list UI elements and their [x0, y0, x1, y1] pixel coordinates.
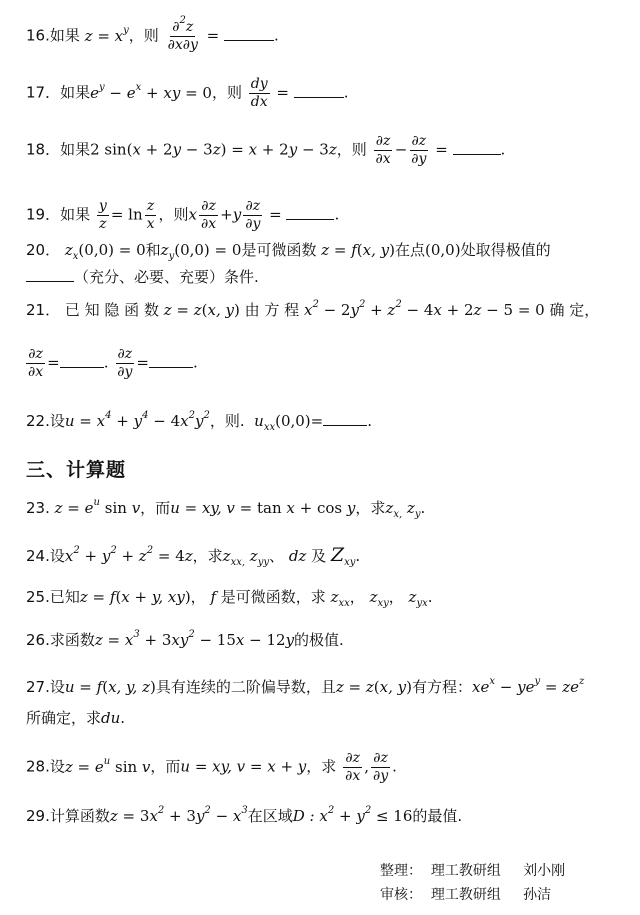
question-number: 16. — [26, 26, 50, 45]
formula: u = f(x, y, z) — [64, 678, 156, 696]
question-text: ，求 — [355, 499, 386, 517]
question-number: 21． — [26, 301, 61, 319]
question-text: 如果 — [49, 26, 80, 45]
formula: $z = x^y$ — [84, 24, 129, 45]
formula: $z_y(0,0) = 0$ — [160, 241, 242, 262]
formula: $z_x(0,0) = 0$ — [64, 241, 146, 262]
footer-name: 孙洁 — [523, 887, 552, 903]
formula: $u_{xx}(0,0)=$ — [254, 412, 324, 433]
formula: u = xy, v = tan x + cos y — [170, 499, 356, 517]
question-number: 22. — [26, 412, 50, 430]
answer-blank — [60, 355, 104, 368]
question-text: 在点 — [395, 241, 426, 259]
formula: z = f(x, y) — [321, 241, 395, 259]
formula: $z_{xy}$ — [369, 588, 389, 609]
formula: z = f(x + y, xy) — [79, 588, 191, 606]
question-text: ，求 — [192, 547, 223, 565]
question-number: 19． — [26, 205, 61, 224]
question-21-continued: $\frac{\partial z}{\partial x}$ = . $\frac{\partial z}{\partial y}$ = . — [28, 346, 198, 380]
question-text: 求函数 — [49, 631, 95, 649]
question-text: 及 — [311, 547, 327, 565]
question-text: ，则. — [209, 412, 245, 430]
fraction: $\frac{\partial z}{\partial x}$ — [345, 750, 361, 784]
formula: $z = e^u$ sin v — [54, 497, 141, 517]
fraction: $\frac{dy}{dx}$ — [250, 76, 268, 110]
question-number: 25. — [26, 588, 50, 606]
question-text: 如果 — [60, 205, 91, 224]
fraction: $\frac{\partial z}{\partial x}$ — [28, 346, 44, 380]
footer-group: 理工教研组 — [430, 887, 501, 903]
formula: du — [101, 709, 121, 727]
question-text: 是可微函数 — [241, 241, 317, 259]
answer-blank — [453, 142, 501, 155]
question-text: ，则 — [128, 26, 159, 45]
answer-blank — [26, 269, 74, 282]
question-26 — [26, 630, 344, 650]
question-text: ，求 — [306, 757, 337, 776]
answer-blank — [286, 207, 334, 220]
question-16: 16.如果 $z = x^y$，则 $\frac{\partial^2z}{\partial x\partial y}$ = . — [26, 15, 279, 53]
question-text: 处取得极值的 — [460, 241, 551, 259]
formula: $e^y - e^x$ + xy = 0 — [90, 81, 212, 102]
question-27-continued: 所确定，求du. — [26, 709, 126, 727]
question-29 — [26, 806, 462, 826]
footer-reviewed-by — [380, 884, 551, 904]
formula: $x^2 - 2y^2 + z^2 - 4x + 2z - 5 = 0$ — [303, 299, 545, 319]
question-text: 设 — [49, 412, 65, 430]
fraction: $\frac{\partial z}{\partial y}$ — [245, 198, 261, 232]
question-text: 的极值. — [294, 631, 344, 649]
fraction: $\frac{\partial z}{\partial y}$ — [117, 346, 133, 380]
question-24: 24.设$x^2 + y^2 + z^2 = 4z$，求$z_{xx,}$ $z_{yy}$、 dz 及 $Z_{xy}$. — [26, 544, 361, 568]
formula: $z_{xx}$ — [330, 588, 350, 609]
formula: (0,0) — [425, 241, 461, 259]
formula: $z = 3x^2 + 3y^2 - x^3$ — [109, 805, 248, 825]
formula: $z_{yx}$ — [408, 588, 428, 609]
question-text: 具有连续的二阶偏导数，且 — [155, 678, 336, 696]
question-27 — [26, 677, 584, 697]
formula: $xe^x - ye^y = ze^z$ — [472, 676, 585, 696]
formula: z = z(x, y) — [163, 301, 240, 319]
answer-blank — [294, 85, 344, 98]
question-number: 17． — [26, 83, 61, 102]
question-22: 22.设$u = x^4 + y^4 - 4x^2y^2$，则. $u_{xx}(0,0)=$ . — [26, 410, 373, 433]
question-text: 如果 — [60, 140, 91, 159]
question-text: 确 定， — [549, 301, 600, 319]
question-text: 的最值. — [412, 807, 463, 825]
fraction: $\frac{\partial^2z}{\partial x\partial y}$ — [167, 15, 198, 53]
formula: $Z_{xy}$ — [330, 544, 356, 568]
question-23: 23. $z = e^u$ sin v，而u = xy, v = tan x + cos y，求$z_{x,}$ $z_y$. — [26, 497, 426, 520]
question-20-continued — [26, 267, 259, 287]
question-19: 19．如果 $\frac{y}{z}$ = ln $\frac{z}{x}$ ，则x $\frac{\partial z}{\partial x}$ +y $\frac{\partial z}{\partial y}$ = . — [26, 198, 340, 232]
fraction: $\frac{\partial z}{\partial x}$ — [375, 133, 391, 167]
footer-label: 审核： — [380, 887, 422, 903]
footer-group: 理工教研组 — [430, 863, 501, 879]
question-number: 28. — [26, 757, 50, 776]
formula: $z = x^3 + 3xy^2 - 15x - 12y$ — [94, 629, 295, 649]
formula: $x^2 + y^2 + z^2 = 4z$ — [64, 545, 193, 565]
fraction: $\frac{\partial z}{\partial y}$ — [411, 133, 427, 167]
fraction: $\frac{y}{z}$ — [98, 198, 107, 232]
formula: $z_{xx,}$ $z_{yy}$ — [222, 547, 270, 568]
question-text: ，则 — [336, 140, 367, 159]
footer-compiled-by — [380, 860, 565, 880]
formula: $z = e^u$ sin v — [64, 755, 151, 776]
question-text: ，而 — [150, 757, 181, 776]
fraction: $\frac{\partial z}{\partial y}$ — [373, 750, 389, 784]
question-text: （充分、必要、充要）条件. — [74, 268, 259, 286]
question-text: ，而 — [140, 499, 171, 517]
question-21 — [26, 300, 599, 320]
question-text: ，则 — [211, 83, 242, 102]
question-text: 所确定，求 — [26, 709, 102, 727]
question-number: 20． — [26, 241, 61, 259]
formula: 2 sin(x + 2y − 3z) = x + 2y − 3z — [90, 140, 337, 159]
question-text: 由 方 程 — [244, 301, 300, 319]
question-number: 18． — [26, 140, 61, 159]
question-text: 是可微函数，求 — [220, 588, 326, 606]
question-text: 已 知 隐 函 数 — [64, 301, 159, 319]
answer-blank — [149, 355, 193, 368]
question-text: 设 — [49, 757, 65, 776]
question-text: 已知 — [49, 588, 80, 606]
question-text: 有方程： — [411, 678, 472, 696]
question-text: 设 — [49, 547, 65, 565]
question-number: 27. — [26, 678, 50, 696]
footer-label: 整理： — [380, 863, 422, 879]
question-text: 设 — [49, 678, 65, 696]
formula: $u = x^4 + y^4 - 4x^2y^2$ — [64, 410, 210, 430]
answer-blank — [323, 413, 367, 426]
fraction: $\frac{\partial z}{\partial x}$ — [201, 198, 217, 232]
answer-blank — [224, 28, 274, 41]
question-number: 29. — [26, 807, 50, 825]
question-25: 25.已知z = f(x + y, xy)， f 是可微函数，求 $z_{xx}$， $z_{xy}$， $z_{yx}$. — [26, 588, 433, 609]
formula: dz — [288, 547, 307, 565]
question-number: 23. — [26, 499, 50, 517]
question-20 — [26, 240, 551, 260]
question-18: 18．如果2 sin(x + 2y − 3z) = x + 2y − 3z，则 $\frac{\partial z}{\partial x}$ − $\frac{\partial z}{\partial y}$ = . — [26, 133, 506, 167]
question-number: 24. — [26, 547, 50, 565]
section-title: 三、计算题 — [26, 459, 127, 481]
formula: u = xy, v = x + y — [180, 757, 307, 776]
question-text: 如果 — [60, 83, 91, 102]
formula: z = z(x, y) — [335, 678, 412, 696]
question-text: 、 — [269, 547, 285, 565]
footer-name: 刘小刚 — [523, 863, 566, 879]
question-text: 计算函数 — [49, 807, 110, 825]
question-17: 17．如果$e^y - e^x$ + xy = 0，则 $\frac{dy}{dx}$ = . — [26, 76, 349, 110]
formula: $z_{x,}$ $z_y$ — [385, 499, 421, 520]
question-number: 26. — [26, 631, 50, 649]
formula: D : $x^2 + y^2 \le 16$ — [292, 805, 413, 825]
question-text: 和 — [145, 241, 161, 259]
question-28: 28.设$z = e^u$ sin v，而u = xy, v = x + y，求 $\frac{\partial z}{\partial x}$ , $\frac{\partial z}{\partial y}$ . — [26, 750, 397, 784]
question-text: ，则 — [158, 205, 189, 224]
question-text: 在区域 — [247, 807, 293, 825]
fraction: $\frac{z}{x}$ — [146, 198, 155, 232]
